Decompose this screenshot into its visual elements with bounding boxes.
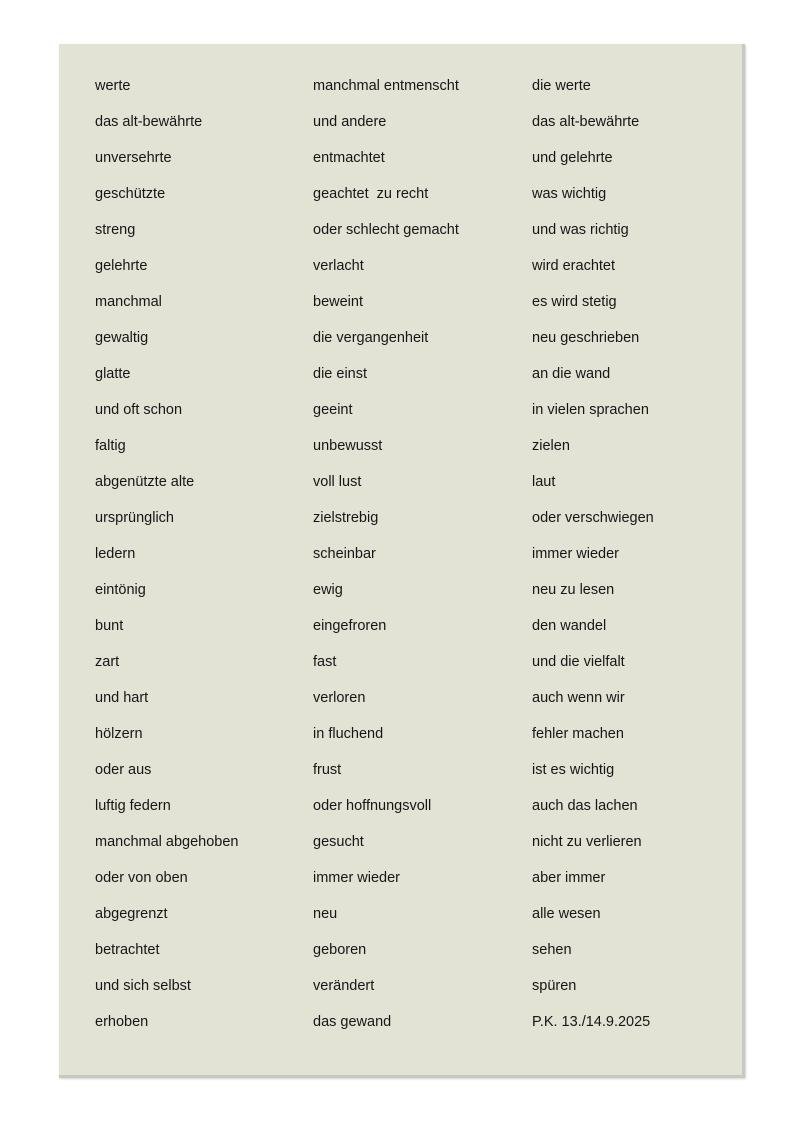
- poem-line: zart: [95, 654, 120, 670]
- poem-line: in vielen sprachen: [532, 402, 649, 418]
- poem-line: verloren: [313, 690, 366, 706]
- poem-line: zielen: [532, 438, 570, 454]
- poem-line: und sich selbst: [95, 978, 191, 994]
- poem-line: faltig: [95, 438, 126, 454]
- poem-line: fast: [313, 654, 337, 670]
- poem-line: geachtet zu recht: [313, 186, 429, 202]
- poem-line: immer wieder: [313, 870, 401, 886]
- poem-line: geeint: [313, 402, 353, 418]
- poem-line: neu: [313, 906, 338, 922]
- poem-line: und hart: [95, 690, 149, 706]
- poem-line: abgegrenzt: [95, 906, 168, 922]
- poem-line: oder hoffnungsvoll: [313, 798, 432, 814]
- poem-line: sehen: [532, 942, 572, 958]
- poem-line: und gelehrte: [532, 150, 613, 166]
- poem-line: betrachtet: [95, 942, 160, 958]
- poem-line: entmachtet: [313, 150, 385, 166]
- poem-line: luftig federn: [95, 798, 171, 814]
- poem-line: neu zu lesen: [532, 582, 615, 598]
- poem-line: wird erachtet: [532, 258, 616, 274]
- poem-line: hölzern: [95, 726, 143, 742]
- poem-line: auch das lachen: [532, 798, 638, 814]
- poem-line: erhoben: [95, 1014, 149, 1030]
- poem-line: gewaltig: [95, 330, 149, 346]
- poem-line: und oft schon: [95, 402, 183, 418]
- poem-line: beweint: [313, 294, 363, 310]
- poem-line: oder aus: [95, 762, 152, 778]
- poem-column-3: [532, 74, 654, 1046]
- poem-line: geboren: [313, 942, 367, 958]
- poem-line: glatte: [95, 366, 131, 382]
- poem-line: unbewusst: [313, 438, 383, 454]
- poem-line: auch wenn wir: [532, 690, 625, 706]
- poem-line: ist es wichtig: [532, 762, 615, 778]
- signature-date: P.K. 13./14.9.2025: [532, 1014, 651, 1030]
- poem-line: in fluchend: [313, 726, 384, 742]
- poem-line: spüren: [532, 978, 577, 994]
- poem-line: und andere: [313, 114, 387, 130]
- poem-line: voll lust: [313, 474, 362, 490]
- poem-line: abgenützte alte: [95, 474, 195, 490]
- poem-line: neu geschrieben: [532, 330, 640, 346]
- poem-line: und was richtig: [532, 222, 629, 238]
- poem-line: bunt: [95, 618, 124, 634]
- poem-line: frust: [313, 762, 342, 778]
- poem-line: die einst: [313, 366, 368, 382]
- poem-line: gesucht: [313, 834, 364, 850]
- poem-line: werte: [95, 78, 131, 94]
- poem-line: das alt-bewährte: [95, 114, 203, 130]
- poem-line: geschützte: [95, 186, 166, 202]
- poem-line: verlacht: [313, 258, 364, 274]
- poem-line: ledern: [95, 546, 136, 562]
- poem-line: nicht zu verlieren: [532, 834, 642, 850]
- poem-line: an die wand: [532, 366, 611, 382]
- poem-line: oder schlecht gemacht: [313, 222, 459, 238]
- poem-line: den wandel: [532, 618, 607, 634]
- poem-line: das gewand: [313, 1014, 392, 1030]
- poem-line: verändert: [313, 978, 375, 994]
- poem-line: alle wesen: [532, 906, 601, 922]
- poem-column-1: [95, 74, 239, 1046]
- poem-line: was wichtig: [532, 186, 607, 202]
- poem-line: eintönig: [95, 582, 146, 598]
- poem-line: streng: [95, 222, 136, 238]
- poem-line: oder von oben: [95, 870, 188, 886]
- poem-line: manchmal abgehoben: [95, 834, 239, 850]
- poem-line: gelehrte: [95, 258, 148, 274]
- poem-line: laut: [532, 474, 556, 490]
- poem-line: die vergangenheit: [313, 330, 429, 346]
- poem-line: zielstrebig: [313, 510, 379, 526]
- poem-line: ursprünglich: [95, 510, 174, 526]
- poem-line: es wird stetig: [532, 294, 617, 310]
- poem-line: das alt-bewährte: [532, 114, 640, 130]
- poem-line: immer wieder: [532, 546, 620, 562]
- poem-line: ewig: [313, 582, 343, 598]
- poem-line: fehler machen: [532, 726, 624, 742]
- poem-line: manchmal: [95, 294, 162, 310]
- poem-line: unversehrte: [95, 150, 172, 166]
- poem-line: und die vielfalt: [532, 654, 625, 670]
- poem-sheet: [59, 44, 745, 1078]
- poem-line: aber immer: [532, 870, 606, 886]
- poem-line: eingefroren: [313, 618, 387, 634]
- poem-column-2: [313, 74, 459, 1046]
- poem-line: scheinbar: [313, 546, 376, 562]
- poem-line: die werte: [532, 78, 591, 94]
- poem-line: manchmal entmenscht: [313, 78, 459, 94]
- poem-line: oder verschwiegen: [532, 510, 654, 526]
